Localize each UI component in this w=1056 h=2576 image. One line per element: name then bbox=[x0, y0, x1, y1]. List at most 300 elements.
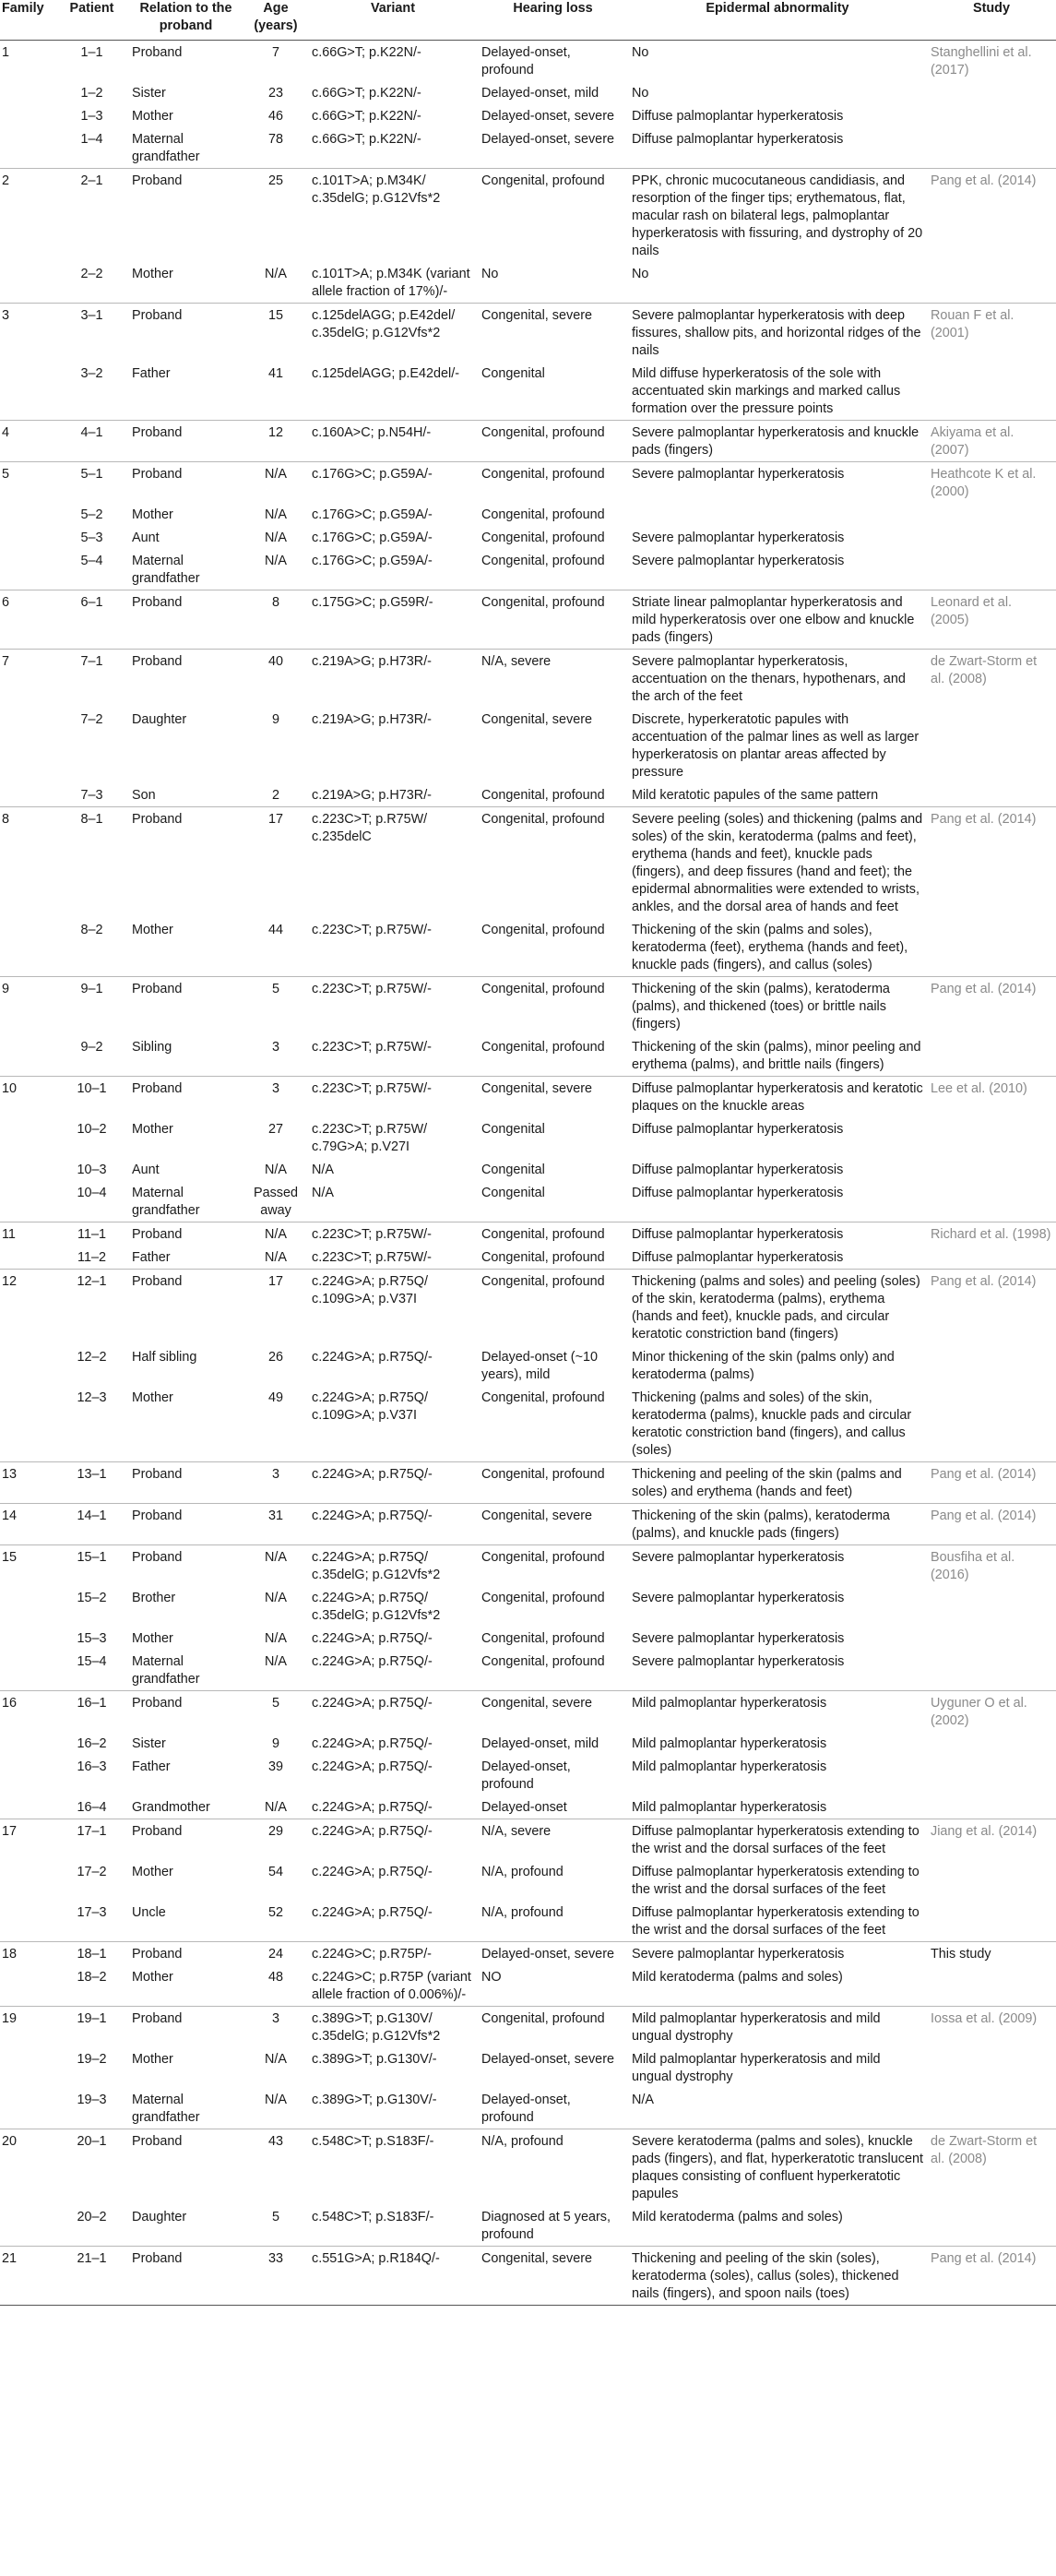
epidermal-abnormality-cell: Severe palmoplantar hyperkeratosis bbox=[632, 1654, 845, 1669]
table-row bbox=[0, 1222, 1056, 1246]
header-relation: Relation to the proband bbox=[128, 0, 243, 41]
age-cell: N/A bbox=[265, 1591, 287, 1605]
age-cell: 46 bbox=[267, 109, 283, 124]
study-cell: Lee et al. (2010) bbox=[927, 1077, 1056, 1118]
relation-cell: Half sibling bbox=[132, 1350, 197, 1365]
study-cell bbox=[927, 1860, 1056, 1901]
variant-cell: c.224G>A; p.R75Q/ c.35delG; p.G12Vfs*2 bbox=[312, 1591, 441, 1623]
variant-cell: c.101T>A; p.M34K (variant allele fraction of 17%)/- bbox=[312, 267, 470, 299]
table-row bbox=[0, 462, 1056, 504]
hearing-loss-cell: Congenital, profound bbox=[481, 1040, 605, 1055]
variant-cell: c.224G>C; p.R75P (variant allele fraction of 0.006%)/- bbox=[312, 1970, 471, 2002]
epidermal-abnormality-cell: Diffuse palmoplantar hyperkeratosis bbox=[632, 1250, 844, 1265]
study-cell: Jiang et al. (2014) bbox=[927, 1819, 1056, 1861]
age-cell: 3 bbox=[243, 1077, 308, 1118]
relation-cell: Proband bbox=[128, 1077, 243, 1118]
table-row bbox=[0, 1386, 1056, 1462]
study-cell bbox=[927, 549, 1056, 590]
study-cell bbox=[927, 783, 1056, 807]
family-cell: 14 bbox=[0, 1504, 55, 1545]
patient-cell: 16–2 bbox=[77, 1736, 107, 1751]
hearing-loss-cell: N/A, severe bbox=[478, 1819, 628, 1861]
relation-cell: Proband bbox=[128, 1545, 243, 1587]
hearing-loss-cell: Congenital, profound bbox=[478, 1270, 628, 1346]
family-cell: 17 bbox=[0, 1819, 55, 1861]
patient-cell: 16–3 bbox=[77, 1759, 107, 1774]
epidermal-abnormality-cell: Thickening of the skin (palms), keratoderma (palms), and knuckle pads (fingers) bbox=[628, 1504, 927, 1545]
hearing-loss-cell: Delayed-onset, mild bbox=[481, 1736, 599, 1751]
header-variant: Variant bbox=[308, 0, 478, 41]
variant-cell: c.66G>T; p.K22N/- bbox=[312, 45, 421, 60]
study-cell: Leonard et al. (2005) bbox=[927, 590, 1056, 650]
relation-cell: Proband bbox=[128, 807, 243, 919]
relation-cell: Father bbox=[132, 366, 171, 381]
variant-cell: N/A bbox=[312, 1186, 334, 1200]
table-row bbox=[0, 1035, 1056, 1077]
age-cell: 40 bbox=[243, 650, 308, 709]
epidermal-abnormality-cell: Diffuse palmoplantar hyperkeratosis extending to the wrist and the dorsal surfaces of the feet bbox=[632, 1865, 920, 1897]
family-cell: 5 bbox=[0, 462, 55, 504]
age-cell: 7 bbox=[271, 45, 279, 60]
epidermal-abnormality-cell: Severe palmoplantar hyperkeratosis bbox=[628, 462, 927, 504]
family-cell bbox=[0, 2088, 55, 2129]
relation-cell: Proband bbox=[128, 2247, 243, 2306]
hearing-loss-cell: Congenital, profound bbox=[478, 807, 628, 919]
variant-cell: c.66G>T; p.K22N/- bbox=[312, 109, 421, 124]
relation-cell: Maternal grandfather bbox=[132, 132, 200, 164]
patient-cell: 1–2 bbox=[80, 86, 103, 101]
table-row bbox=[0, 2088, 1056, 2129]
study-cell bbox=[927, 1795, 1056, 1819]
study-cell: Pang et al. (2014) bbox=[927, 169, 1056, 263]
relation-cell: Maternal grandfather bbox=[132, 554, 200, 586]
table-row bbox=[0, 1586, 1056, 1627]
epidermal-abnormality-cell: Severe palmoplantar hyperkeratosis bbox=[628, 1942, 927, 1966]
age-cell: N/A bbox=[243, 462, 308, 504]
family-cell: 20 bbox=[0, 2129, 55, 2206]
study-cell: Richard et al. (1998) bbox=[927, 1222, 1056, 1246]
relation-cell: Maternal grandfather bbox=[132, 2093, 200, 2125]
table-row bbox=[0, 1901, 1056, 1942]
family-cell bbox=[0, 262, 55, 304]
hearing-loss-cell: Congenital, profound bbox=[481, 1654, 605, 1669]
table-row bbox=[0, 421, 1056, 462]
study-cell bbox=[927, 918, 1056, 977]
table-row bbox=[0, 1860, 1056, 1901]
age-cell: 26 bbox=[267, 1350, 283, 1365]
epidermal-abnormality-cell: Severe palmoplantar hyperkeratosis with deep fissures, shallow pits, and horizontal ridges of the nails bbox=[628, 304, 927, 363]
study-cell bbox=[927, 1755, 1056, 1795]
table-row bbox=[0, 1462, 1056, 1504]
patient-cell: 21–1 bbox=[55, 2247, 128, 2306]
relation-cell: Sibling bbox=[132, 1040, 172, 1055]
family-cell bbox=[0, 549, 55, 590]
family-cell bbox=[0, 81, 55, 104]
epidermal-abnormality-cell: Thickening of the skin (palms and soles), keratoderma (feet), erythema (hands and feet), knuckle pads (fingers), and callus (soles) bbox=[632, 923, 908, 972]
table-header bbox=[0, 0, 1056, 41]
table-row bbox=[0, 807, 1056, 919]
table-row bbox=[0, 1627, 1056, 1650]
hearing-loss-cell: Congenital bbox=[481, 1163, 545, 1177]
table-row bbox=[0, 304, 1056, 363]
age-cell: 3 bbox=[271, 1040, 279, 1055]
study-cell bbox=[927, 1035, 1056, 1077]
family-cell: 2 bbox=[0, 169, 55, 263]
patient-cell: 8–1 bbox=[55, 807, 128, 919]
study-cell: Pang et al. (2014) bbox=[927, 1462, 1056, 1504]
relation-cell: Proband bbox=[128, 1462, 243, 1504]
family-cell: 16 bbox=[0, 1691, 55, 1733]
age-cell: 39 bbox=[267, 1759, 283, 1774]
age-cell: N/A bbox=[265, 507, 287, 522]
table-row bbox=[0, 2205, 1056, 2247]
epidermal-abnormality-cell: N/A bbox=[632, 2093, 654, 2107]
variant-cell: c.223C>T; p.R75W/- bbox=[312, 1040, 432, 1055]
study-cell: Akiyama et al. (2007) bbox=[927, 421, 1056, 462]
study-cell bbox=[927, 503, 1056, 526]
table-body bbox=[0, 41, 1056, 2306]
patient-cell: 9–2 bbox=[80, 1040, 103, 1055]
family-cell: 10 bbox=[0, 1077, 55, 1118]
patient-cell: 15–4 bbox=[77, 1654, 107, 1669]
study-cell bbox=[927, 2205, 1056, 2247]
relation-cell: Aunt bbox=[132, 531, 160, 545]
age-cell: N/A bbox=[265, 267, 287, 281]
family-cell: 9 bbox=[0, 977, 55, 1036]
family-cell bbox=[0, 1181, 55, 1222]
variant-cell: c.224G>A; p.R75Q/- bbox=[312, 1865, 433, 1879]
hearing-loss-cell: Delayed-onset bbox=[481, 1800, 567, 1815]
relation-cell: Proband bbox=[128, 169, 243, 263]
study-cell bbox=[927, 1586, 1056, 1627]
relation-cell: Sister bbox=[132, 86, 166, 101]
epidermal-abnormality-cell: Severe palmoplantar hyperkeratosis and knuckle pads (fingers) bbox=[628, 421, 927, 462]
study-cell bbox=[927, 1181, 1056, 1222]
patient-cell: 17–2 bbox=[77, 1865, 107, 1879]
age-cell: N/A bbox=[265, 2093, 287, 2107]
epidermal-abnormality-cell: PPK, chronic mucocutaneous candidiasis, and resorption of the finger tips; erythematous, flat, macular rash on bilateral legs, palmoplantar hyperkeratosis with fissuring, and dystrophy of 20 nails bbox=[628, 169, 927, 263]
patient-cell: 13–1 bbox=[55, 1462, 128, 1504]
relation-cell: Proband bbox=[128, 1819, 243, 1861]
family-cell bbox=[0, 1965, 55, 2007]
relation-cell: Daughter bbox=[132, 2210, 187, 2224]
hearing-loss-cell: Congenital, profound bbox=[478, 1462, 628, 1504]
patient-cell: 19–1 bbox=[55, 2007, 128, 2048]
epidermal-abnormality-cell: Thickening and peeling of the skin (soles), keratoderma (soles), callus (soles), thickened nails (fingers), and spoon nails (toes) bbox=[628, 2247, 927, 2306]
header-epidermal-abnormality: Epidermal abnormality bbox=[628, 0, 927, 41]
family-cell: 19 bbox=[0, 2007, 55, 2048]
study-cell: Iossa et al. (2009) bbox=[927, 2007, 1056, 2048]
study-cell bbox=[927, 1345, 1056, 1386]
variant-cell: c.223C>T; p.R75W/ c.235delC bbox=[308, 807, 478, 919]
table-row bbox=[0, 362, 1056, 421]
study-cell bbox=[927, 1901, 1056, 1942]
study-cell: Stanghellini et al. (2017) bbox=[931, 45, 1032, 78]
family-cell bbox=[0, 708, 55, 783]
table-row bbox=[0, 1117, 1056, 1158]
family-cell: 21 bbox=[0, 2247, 55, 2306]
age-cell: 23 bbox=[267, 86, 283, 101]
variant-cell: c.223C>T; p.R75W/- bbox=[312, 1250, 432, 1265]
relation-cell: Mother bbox=[132, 923, 173, 937]
age-cell: N/A bbox=[243, 1222, 308, 1246]
epidermal-abnormality-cell: Mild palmoplantar hyperkeratosis and mild ungual dystrophy bbox=[632, 2052, 881, 2084]
epidermal-abnormality-cell: No bbox=[632, 267, 649, 281]
family-cell bbox=[0, 526, 55, 549]
family-cell bbox=[0, 1158, 55, 1181]
patient-cell: 14–1 bbox=[55, 1504, 128, 1545]
epidermal-abnormality-cell: Severe keratoderma (palms and soles), knuckle pads (fingers), and flat, hyperkeratotic translucent plaques consisting of confluent hyperkeratotic papules bbox=[628, 2129, 927, 2206]
patient-cell: 7–1 bbox=[55, 650, 128, 709]
study-cell: de Zwart-Storm et al. (2008) bbox=[927, 650, 1056, 709]
variant-cell: c.176G>C; p.G59A/- bbox=[308, 462, 478, 504]
table-row bbox=[0, 590, 1056, 650]
study-cell: Pang et al. (2014) bbox=[927, 1504, 1056, 1545]
table-row bbox=[0, 1795, 1056, 1819]
hearing-loss-cell: Congenital, profound bbox=[478, 2007, 628, 2048]
study-cell bbox=[927, 2047, 1056, 2088]
age-cell: 15 bbox=[243, 304, 308, 363]
patient-cell: 7–3 bbox=[80, 788, 103, 803]
family-cell bbox=[0, 1650, 55, 1691]
study-cell bbox=[927, 1246, 1056, 1270]
hearing-loss-cell: Congenital, profound bbox=[478, 1545, 628, 1587]
patient-cell: 5–2 bbox=[80, 507, 103, 522]
hearing-loss-cell: Delayed-onset, severe bbox=[478, 1942, 628, 1966]
patient-cell: 8–2 bbox=[80, 923, 103, 937]
epidermal-abnormality-cell: Mild palmoplantar hyperkeratosis and mild ungual dystrophy bbox=[628, 2007, 927, 2048]
age-cell: 5 bbox=[243, 977, 308, 1036]
header-study: Study bbox=[927, 0, 1056, 41]
variant-cell: c.389G>T; p.G130V/- bbox=[312, 2052, 437, 2067]
hearing-loss-cell: Congenital, severe bbox=[478, 2247, 628, 2306]
hearing-loss-cell: N/A, severe bbox=[478, 650, 628, 709]
age-cell: 12 bbox=[243, 421, 308, 462]
age-cell: 3 bbox=[243, 2007, 308, 2048]
hearing-loss-cell: Congenital, profound bbox=[481, 923, 605, 937]
table-row bbox=[0, 918, 1056, 977]
relation-cell: Brother bbox=[132, 1591, 176, 1605]
study-cell bbox=[927, 81, 1056, 104]
patient-cell: 17–1 bbox=[55, 1819, 128, 1861]
relation-cell: Father bbox=[132, 1759, 171, 1774]
variant-cell: c.224G>A; p.R75Q/- bbox=[312, 1350, 433, 1365]
epidermal-abnormality-cell: Diffuse palmoplantar hyperkeratosis bbox=[628, 1222, 927, 1246]
hearing-loss-cell: N/A, profound bbox=[478, 2129, 628, 2206]
patient-cell: 2–2 bbox=[80, 267, 103, 281]
study-cell bbox=[927, 1627, 1056, 1650]
epidermal-abnormality-cell: Mild keratoderma (palms and soles) bbox=[632, 1970, 843, 1985]
table-row bbox=[0, 2047, 1056, 2088]
epidermal-abnormality-cell: Thickening and peeling of the skin (palms and soles) and erythema (hands and feet) bbox=[628, 1462, 927, 1504]
epidermal-abnormality-cell: Diffuse palmoplantar hyperkeratosis extending to the wrist and the dorsal surfaces of the feet bbox=[628, 1819, 927, 1861]
family-cell bbox=[0, 104, 55, 127]
hearing-loss-cell: Congenital, severe bbox=[478, 1504, 628, 1545]
relation-cell: Daughter bbox=[132, 712, 187, 727]
table-row bbox=[0, 977, 1056, 1036]
age-cell: 24 bbox=[243, 1942, 308, 1966]
hearing-loss-cell: Delayed-onset, profound bbox=[481, 1759, 571, 1792]
study-cell bbox=[927, 1158, 1056, 1181]
family-cell: 1 bbox=[2, 45, 10, 60]
table-row bbox=[0, 169, 1056, 263]
age-cell: 78 bbox=[267, 132, 283, 147]
relation-cell: Mother bbox=[132, 1122, 173, 1137]
relation-cell: Proband bbox=[128, 2129, 243, 2206]
age-cell: 29 bbox=[243, 1819, 308, 1861]
variant-cell: c.548C>T; p.S183F/- bbox=[312, 2210, 434, 2224]
family-cell bbox=[0, 783, 55, 807]
study-cell bbox=[927, 1965, 1056, 2007]
hearing-loss-cell: Congenital, profound bbox=[478, 421, 628, 462]
family-cell bbox=[0, 1901, 55, 1942]
variant-cell: c.160A>C; p.N54H/- bbox=[308, 421, 478, 462]
table-row bbox=[0, 1345, 1056, 1386]
age-cell: 27 bbox=[267, 1122, 283, 1137]
epidermal-abnormality-cell: Severe palmoplantar hyperkeratosis bbox=[632, 554, 845, 568]
epidermal-abnormality-cell: Diffuse palmoplantar hyperkeratosis bbox=[632, 1186, 844, 1200]
hearing-loss-cell: Congenital, severe bbox=[481, 712, 592, 727]
epidermal-abnormality-cell: Mild palmoplantar hyperkeratosis bbox=[628, 1691, 927, 1733]
variant-cell: c.175G>C; p.G59R/- bbox=[308, 590, 478, 650]
variant-cell: c.224G>A; p.R75Q/- bbox=[308, 1819, 478, 1861]
age-cell: 17 bbox=[243, 807, 308, 919]
variant-cell: c.224G>A; p.R75Q/- bbox=[308, 1691, 478, 1733]
variant-cell: c.224G>A; p.R75Q/- bbox=[312, 1654, 433, 1669]
age-cell: 8 bbox=[243, 590, 308, 650]
study-cell: Heathcote K et al. (2000) bbox=[927, 462, 1056, 504]
age-cell: 43 bbox=[243, 2129, 308, 2206]
table-row bbox=[0, 1942, 1056, 1966]
table-row bbox=[0, 1158, 1056, 1181]
epidermal-abnormality-cell: Thickening of the skin (palms), keratoderma (palms), and thickened (toes) or brittle nails (fingers) bbox=[628, 977, 927, 1036]
table-row bbox=[0, 503, 1056, 526]
hearing-loss-cell: Congenital, profound bbox=[478, 169, 628, 263]
patient-cell: 12–1 bbox=[55, 1270, 128, 1346]
epidermal-abnormality-cell: Diffuse palmoplantar hyperkeratosis and keratotic plaques on the knuckle areas bbox=[628, 1077, 927, 1118]
relation-cell: Mother bbox=[132, 1970, 173, 1985]
variant-cell: c.224G>A; p.R75Q/- bbox=[312, 1631, 433, 1646]
study-cell bbox=[927, 2088, 1056, 2129]
relation-cell: Proband bbox=[128, 1942, 243, 1966]
age-cell: Passed away bbox=[254, 1186, 298, 1218]
table-row bbox=[0, 2007, 1056, 2048]
hearing-loss-cell: N/A, profound bbox=[481, 1905, 564, 1920]
relation-cell: Proband bbox=[128, 1504, 243, 1545]
table-row bbox=[0, 1246, 1056, 1270]
patient-cell: 1–4 bbox=[80, 132, 103, 147]
table-row bbox=[0, 549, 1056, 590]
hearing-loss-cell: Delayed-onset, severe bbox=[481, 109, 614, 124]
variant-cell: c.125delAGG; p.E42del/ c.35delG; p.G12Vfs*2 bbox=[308, 304, 478, 363]
family-cell bbox=[0, 2205, 55, 2247]
family-cell bbox=[0, 1586, 55, 1627]
patient-cell: 5–4 bbox=[80, 554, 103, 568]
hearing-loss-cell: Congenital bbox=[481, 1186, 545, 1200]
family-cell: 15 bbox=[0, 1545, 55, 1587]
hearing-loss-cell: Congenital bbox=[481, 366, 545, 381]
variant-cell: c.223C>T; p.R75W/- bbox=[308, 1077, 478, 1118]
table-row bbox=[0, 1691, 1056, 1733]
study-cell: Pang et al. (2014) bbox=[927, 1270, 1056, 1346]
age-cell: N/A bbox=[265, 1631, 287, 1646]
patient-cell: 15–1 bbox=[55, 1545, 128, 1587]
variant-cell: c.224G>A; p.R75Q/- bbox=[308, 1462, 478, 1504]
patient-cell: 10–2 bbox=[77, 1122, 107, 1137]
study-cell: Pang et al. (2014) bbox=[927, 2247, 1056, 2306]
hearing-loss-cell: Congenital, profound bbox=[481, 507, 605, 522]
patient-cell: 1–1 bbox=[80, 45, 103, 60]
epidermal-abnormality-cell: Thickening (palms and soles) of the skin, keratoderma (palms), knuckle pads and circular keratotic constriction band (fingers), and callus (soles) bbox=[632, 1390, 912, 1458]
patient-cell: 1–3 bbox=[80, 109, 103, 124]
epidermal-abnormality-cell: Mild keratotic papules of the same pattern bbox=[632, 788, 879, 803]
epidermal-abnormality-cell: Diffuse palmoplantar hyperkeratosis bbox=[632, 1163, 844, 1177]
variant-cell: N/A bbox=[312, 1163, 334, 1177]
relation-cell: Son bbox=[132, 788, 156, 803]
table-row bbox=[0, 1819, 1056, 1861]
variant-cell: c.223C>T; p.R75W/- bbox=[308, 977, 478, 1036]
table-row bbox=[0, 2129, 1056, 2206]
table-row bbox=[0, 1181, 1056, 1222]
age-cell: N/A bbox=[265, 531, 287, 545]
hearing-loss-cell: Congenital, profound bbox=[478, 462, 628, 504]
relation-cell: Uncle bbox=[132, 1905, 166, 1920]
hearing-loss-cell: Congenital, severe bbox=[478, 1691, 628, 1733]
age-cell: 44 bbox=[267, 923, 283, 937]
patient-cell: 20–2 bbox=[77, 2210, 107, 2224]
variant-cell: c.66G>T; p.K22N/- bbox=[312, 86, 421, 101]
variant-cell: c.219A>G; p.H73R/- bbox=[312, 712, 432, 727]
hearing-loss-cell: N/A, profound bbox=[481, 1865, 564, 1879]
patient-cell: 16–4 bbox=[77, 1800, 107, 1815]
table-row bbox=[0, 127, 1056, 169]
header-hearing-loss: Hearing loss bbox=[478, 0, 628, 41]
patient-cell: 11–1 bbox=[55, 1222, 128, 1246]
epidermal-abnormality-cell: Severe palmoplantar hyperkeratosis bbox=[632, 531, 845, 545]
relation-cell: Proband bbox=[128, 977, 243, 1036]
relation-cell: Sister bbox=[132, 1736, 166, 1751]
hearing-loss-cell: Delayed-onset, severe bbox=[481, 2052, 614, 2067]
relation-cell: Proband bbox=[128, 1270, 243, 1346]
family-cell bbox=[0, 1732, 55, 1755]
relation-cell: Proband bbox=[128, 421, 243, 462]
epidermal-abnormality-cell: Thickening of the skin (palms), minor peeling and erythema (palms), and brittle nails (fingers) bbox=[632, 1040, 921, 1072]
variant-cell: c.389G>T; p.G130V/ c.35delG; p.G12Vfs*2 bbox=[308, 2007, 478, 2048]
age-cell: 54 bbox=[267, 1865, 283, 1879]
header-patient: Patient bbox=[55, 0, 128, 41]
variant-cell: c.219A>G; p.H73R/- bbox=[312, 788, 432, 803]
table-row bbox=[0, 81, 1056, 104]
study-cell bbox=[927, 1732, 1056, 1755]
family-cell: 13 bbox=[0, 1462, 55, 1504]
variant-cell: c.224G>A; p.R75Q/ c.109G>A; p.V37I bbox=[308, 1270, 478, 1346]
age-cell: 41 bbox=[267, 366, 283, 381]
variant-cell: c.224G>A; p.R75Q/- bbox=[312, 1736, 433, 1751]
hearing-loss-cell: Delayed-onset, severe bbox=[481, 132, 614, 147]
relation-cell: Mother bbox=[132, 267, 173, 281]
age-cell: N/A bbox=[265, 1800, 287, 1815]
relation-cell: Maternal grandfather bbox=[132, 1654, 200, 1687]
age-cell: 5 bbox=[271, 2210, 279, 2224]
variant-cell: c.551G>A; p.R184Q/- bbox=[308, 2247, 478, 2306]
epidermal-abnormality-cell: Mild keratoderma (palms and soles) bbox=[632, 2210, 843, 2224]
variant-cell: c.224G>A; p.R75Q/ c.109G>A; p.V37I bbox=[312, 1390, 428, 1423]
study-cell bbox=[927, 708, 1056, 783]
patient-cell: 18–2 bbox=[77, 1970, 107, 1985]
family-cell bbox=[0, 1795, 55, 1819]
epidermal-abnormality-cell: Severe palmoplantar hyperkeratosis bbox=[628, 1545, 927, 1587]
patient-cell: 9–1 bbox=[55, 977, 128, 1036]
